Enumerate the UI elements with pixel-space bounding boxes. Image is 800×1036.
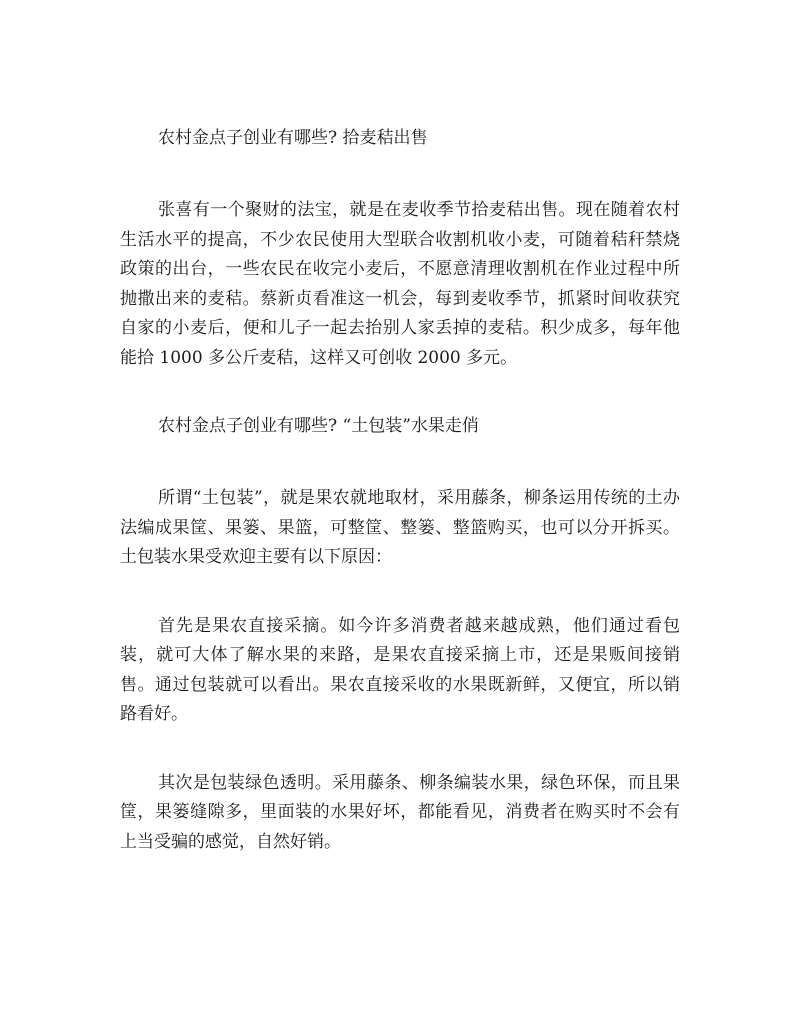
section-heading-2: 农村金点子创业有哪些? “土包装”水果走俏: [158, 416, 479, 436]
section-heading-1: 农村金点子创业有哪些? 拾麦秸出售: [158, 128, 428, 148]
spacer: [120, 573, 680, 612]
spacer: [120, 152, 680, 196]
spacer: [120, 730, 680, 769]
paragraph-2: 所谓“土包装”，就是果农就地取材，采用藤条，柳条运用传统的土办法编成果筐、果篓、果篮，可整筐、整篓、整篮购买，也可以分开拆买。土包装水果受欢迎主要有以下原因：: [120, 488, 680, 567]
paragraph-3: 首先是果农直接采摘。如今许多消费者越来越成熟，他们通过看包装，就可大体了解水果的来路，是果农直接采摘上市，还是果贩间接销售。通过包装就可以看出。果农直接采收的水果既新鲜，又便宜，所以销路看好。: [120, 615, 680, 724]
spacer: [120, 373, 680, 412]
document-page: [120, 124, 680, 857]
paragraph-4: 其次是包装绿色透明。采用藤条、柳条编装水果，绿色环保，而且果筐，果篓缝隙多，里面装的水果好坏，都能看见，消费者在购买时不会有上当受骗的感觉，自然好销。: [120, 772, 680, 852]
spacer: [120, 440, 680, 484]
paragraph-1: 张喜有一个聚财的法宝，就是在麦收季节拾麦秸出售。现在随着农村生活水平的提高，不少农民使用大型联合收割机收小麦，可随着秸秆禁烧政策的出台，一些农民在收完小麦后，不愿意清理收割机在作业过程中所抛撒出来的麦秸。蔡新贞看准这一机会，每到麦收季节，抓紧时间收获究自家的小麦后，便和儿子一起去抬别人家丢掉的麦秸。积少成多，每年他能拾 1000 多公斤麦秸，这样又可创收 2000 多元。: [120, 200, 680, 368]
